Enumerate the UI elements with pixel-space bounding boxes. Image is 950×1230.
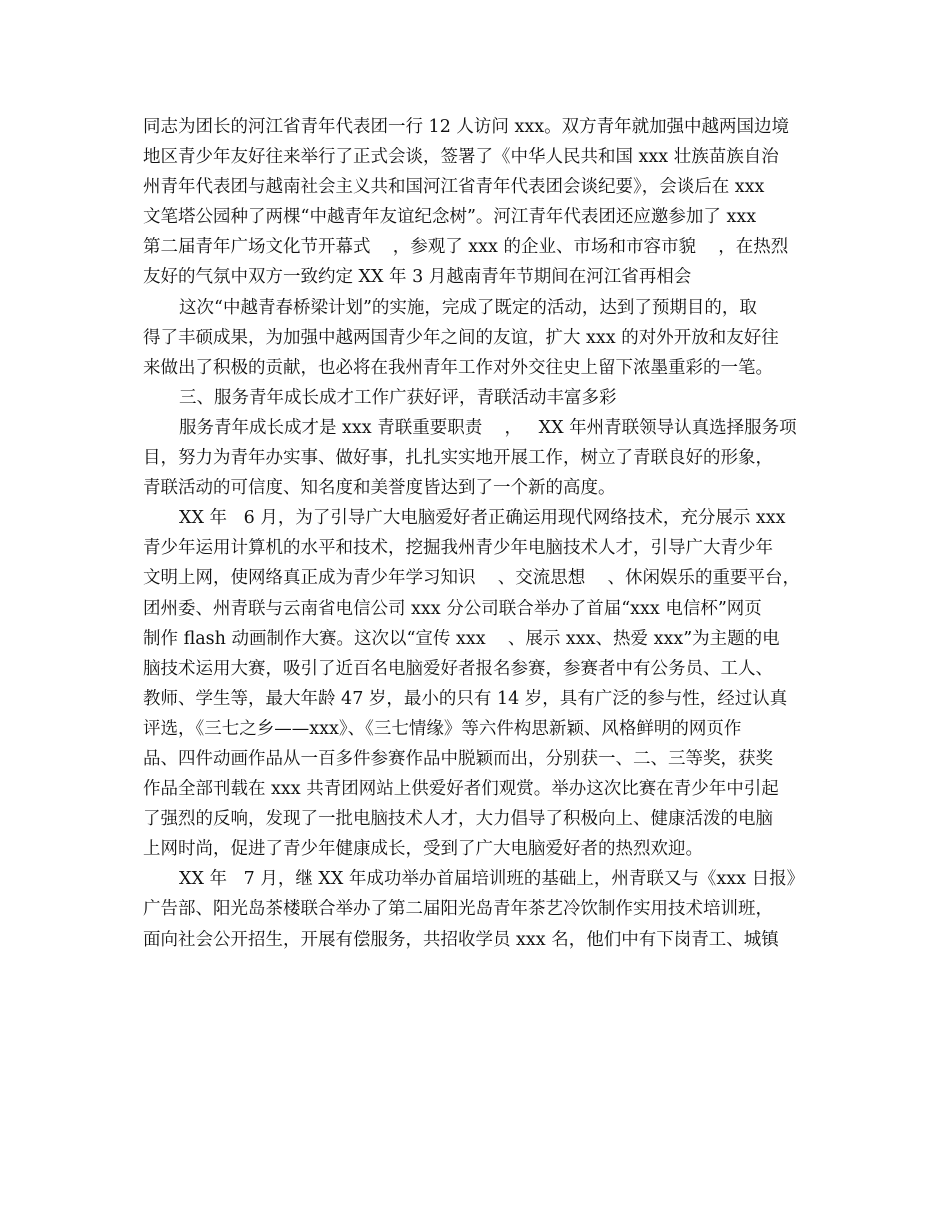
text-line: 文明上网，使网络真正成为青少年学习知识 、交流思想 、休闲娱乐的重要平台， <box>143 568 800 589</box>
text-line: 面向社会公开招生，开展有偿服务，共招收学员 xxx 名，他们中有下岗青工、城镇 <box>143 929 779 950</box>
text-line: 地区青少年友好往来举行了正式会谈，签署了《中华人民共和国 xxx 壮族苗族自治 <box>143 147 779 168</box>
text-line: 文笔塔公园种了两棵“中越青年友谊纪念树”。河江青年代表团还应邀参加了 xxx <box>143 207 757 228</box>
text-line: 得了丰硕成果，为加强中越两国青少年之间的友谊，扩大 xxx 的对外开放和友好往 <box>143 327 779 348</box>
text-line: 同志为团长的河江省青年代表团一行 12 人访问 xxx。双方青年就加强中越两国边境 <box>143 117 790 137</box>
text-line: 广告部、阳光岛茶楼联合举办了第二届阳光岛青年茶艺冷饮制作实用技术培训班， <box>143 899 773 920</box>
text-line: 制作 flash 动画制作大赛。这次以“宣传 xxx 、展示 xxx、热爱 xxx”为主题的电 <box>143 628 780 649</box>
text-line: 上网时尚，促进了青少年健康成长，受到了广大电脑爱好者的热烈欢迎。 <box>143 839 703 860</box>
text-line: 目，努力为青年办实事、做好事，扎扎实实地开展工作，树立了青联良好的形象， <box>143 448 773 469</box>
paragraph-first-line: 这次“中越青春桥梁计划”的实施，完成了既定的活动，达到了预期目的，取 <box>179 297 757 318</box>
paragraph-first-line: 三、服务青年成长成才工作广获好评，青联活动丰富多彩 <box>179 387 617 408</box>
paragraph-first-line: XX 年 7 月，继 XX 年成功举办首届培训班的基础上，州青联又与《xxx 日报》 <box>179 869 805 890</box>
text-line: 了强烈的反响，发现了一批电脑技术人才，大力倡导了积极向上、健康活泼的电脑 <box>143 809 773 830</box>
text-line: 青少年运用计算机的水平和技术，挖掘我州青少年电脑技术人才，引导广大青少年 <box>143 538 773 559</box>
text-line: 教师、学生等，最大年龄 47 岁，最小的只有 14 岁，具有广泛的参与性，经过认真 <box>143 688 788 709</box>
text-line: 品、四件动画作品从一百多件参赛作品中脱颖而出，分别获一、二、三等奖，获奖 <box>143 748 773 769</box>
text-line: 友好的气氛中双方一致约定 XX 年 3 月越南青年节期间在河江省再相会 <box>143 267 692 288</box>
paragraph-first-line: 服务青年成长成才是 xxx 青联重要职责 ， XX 年州青联领导认真选择服务项 <box>179 417 797 438</box>
text-line: 州青年代表团与越南社会主义共和国河江省青年代表团会谈纪要》，会谈后在 xxx <box>143 177 765 198</box>
text-line: 团州委、州青联与云南省电信公司 xxx 分公司联合举办了首届“xxx 电信杯”网页 <box>143 598 762 619</box>
paragraph-first-line: XX 年 6 月，为了引导广大电脑爱好者正确运用现代网络技术，充分展示 xxx <box>179 508 786 529</box>
text-line: 脑技术运用大赛，吸引了近百名电脑爱好者报名参赛，参赛者中有公务员、工人、 <box>143 658 773 679</box>
text-line: 评选，《三七之乡——xxx》、《三七情缘》等六件构思新颖、风格鲜明的网页作 <box>143 718 742 739</box>
text-line: 第二届青年广场文化节开幕式 ，参观了 xxx 的企业、市场和市容市貌 ，在热烈 <box>143 237 789 258</box>
text-line: 青联活动的可信度、知名度和美誉度皆达到了一个新的高度。 <box>143 478 616 499</box>
text-line: 作品全部刊载在 xxx 共青团网站上供爱好者们观赏。举办这次比赛在青少年中引起 <box>143 779 779 800</box>
text-line: 来做出了积极的贡献，也必将在我州青年工作对外交往史上留下浓墨重彩的一笔。 <box>143 357 773 378</box>
document-body <box>143 112 823 955</box>
